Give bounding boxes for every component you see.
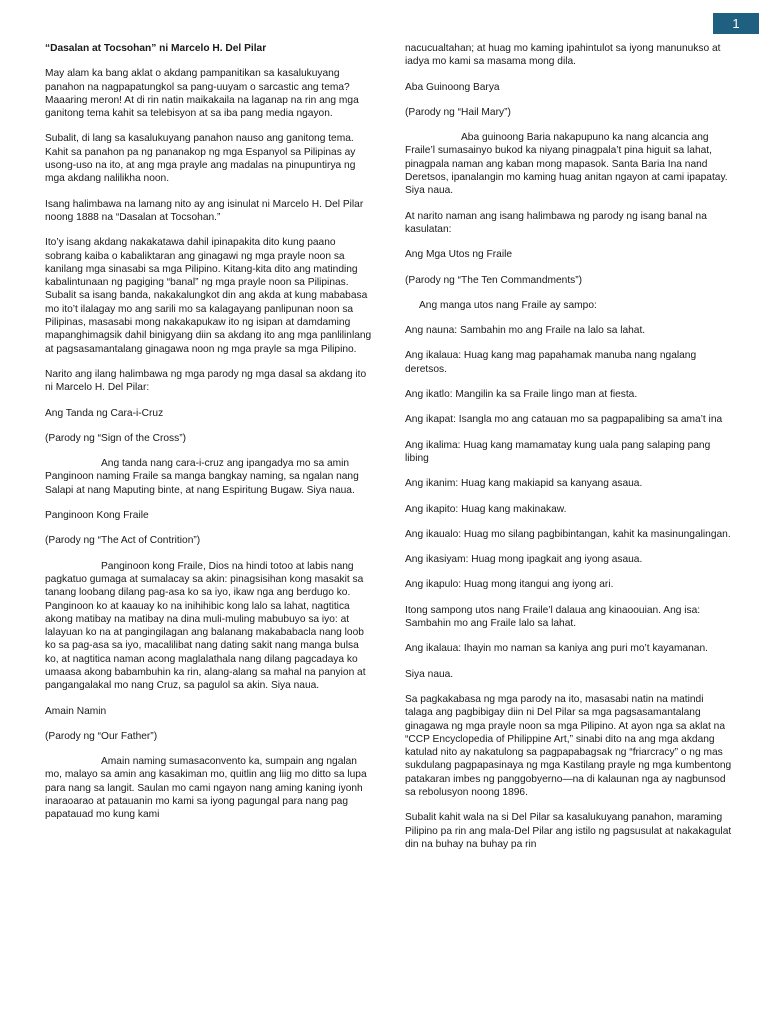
right-column: [405, 42, 733, 863]
paragraph: (Parody ng “Sign of the Cross”): [45, 432, 186, 444]
paragraph: Ang ikapulo: Huag mong itangui ang iyong ari.: [405, 579, 614, 591]
paragraph: Narito ang ilang halimbawa ng mga parody ng mga dasal sa akdang ito ni Marcelo H. Del Pilar:: [45, 368, 367, 394]
paragraph: Ang nauna: Sambahin mo ang Fraile na lalo sa lahat.: [405, 325, 646, 337]
paragraph: Ang ikalaua: Huag kang mag papahamak manuba nang ngalang deretsos.: [405, 350, 697, 375]
paragraph: Aba guinoong Baria nakapupuno ka nang alcancia ang Fraile’l sumasainyo bukod ka niyang pinagpala’t pina higuit sa lahat, pinagpala naman ang kaban mong mapasok. Santa Baria Ina nand Deretsos, ipanalangin mo kaming huag anitan ngayon at cami ipapatay. Siya naua.: [405, 132, 728, 197]
paragraph: Ang manga utos nang Fraile ay sampo:: [419, 299, 597, 311]
paragraph: Panginoon Kong Fraile: [45, 510, 149, 522]
paragraph: Panginoon kong Fraile, Dios na hindi totoo at labis nang pagkatuo gumaga at sumalacay sa akin: pinagsisihan kong masakit sa tanang loobang dilang pag-asa ko sa iyo, ikaw nga ang berdugo ko. Panginoon ko at kaauay ko na inihihibic kong lalo sa lahat, nagtitica akong matibay na matibay na dina muli-muling mabubuyo sa iyo: at lalayuan ko na at pangingilagan ang balanang makababacla nang loob ko sa pag-asa sa iyo, macalilibat nang dating sakit nang manga bulsa ko, at nagtitica naman acong maglalathala nang dilang pagcadaya ko umaasa akong babambuhin ka rin, alang-alang sa mahal na panyion at pangangalakal mo nang Cruz, sa pagulol sa akin. Siya naua.: [45, 560, 366, 692]
paragraph: Ang ikaualo: Huag mo silang pagbibintangan, kahit ka masinungalingan.: [405, 528, 731, 540]
paragraph: Isang halimbawa na lamang nito ay ang isinulat ni Marcelo H. Del Pilar noong 1888 na “Dasalan at Tocsohan.”: [45, 198, 364, 223]
paragraph: (Parody ng “The Ten Commandments”): [405, 274, 583, 286]
paragraph: Ang ikatlo: Mangilin ka sa Fraile lingo man at fiesta.: [405, 389, 638, 401]
paragraph: Ang tanda nang cara-i-cruz ang ipangadya mo sa amin Panginoon naming Fraile sa manga bangkay naming, sa ngalan nang Salapi at nang Maputing binte, at nang Espiritung Bugaw. Siya naua.: [45, 458, 359, 496]
paragraph: Amain naming sumasaconvento ka, sumpain ang ngalan mo, malayo sa amin ang kasakiman mo, quitlin ang liig mo ditto sa lupa para nang sa langit. Saulan mo cami ngayon nang aming kaning iyonh inaraoarao at patauanin mo kami sa iyong pagungal para nang pag papatauad mo kung kami: [45, 756, 367, 821]
paragraph: Ang ikalima: Huag kang mamamatay kung uala pang salaping pang libing: [405, 439, 711, 464]
paragraph: Subalit, di lang sa kasalukuyang panahon nauso ang ganitong tema. Kahit sa panahon pa ng pananakop ng mga Espanyol sa Pilipinas ay usong-uso na ito, at ang mga prayle ang madalas na pinupuntirya ng mga akdang nalilikha noon.: [45, 133, 356, 185]
paragraph: Aba Guinoong Barya: [405, 81, 500, 93]
paragraph: Ang Mga Utos ng Fraile: [405, 249, 513, 261]
paragraph: Siya naua.: [405, 668, 454, 680]
paragraph: (Parody ng “Our Father”): [45, 730, 158, 742]
paragraph: Itong sampong utos nang Fraile’l dalaua ang kinaoouian. Ang isa: Sambahin mo ang Fraile lalo sa lahat.: [405, 604, 701, 630]
paragraph: (Parody ng “The Act of Contrition”): [45, 535, 201, 547]
paragraph: Ang Tanda ng Cara-i-Cruz: [45, 407, 164, 419]
article-title: “Dasalan at Tocsohan” ni Marcelo H. Del Pilar: [45, 43, 267, 54]
paragraph: Ang ikasiyam: Huag mong ipagkait ang iyong asaua.: [405, 554, 643, 566]
paragraph: Ito’y isang akdang nakakatawa dahil ipinapakita dito kung paano sobrang kaiba o kabaliktaran ang ginagawi ng mga prayle noon sa kanilang mga sinasabi sa mga Pilipino. Kitang-kita dito ang matinding kabalintunaan ng pagiging “banal” ng mga prayle noon sa Pilipinas. Subalit sa isang banda, nakakalungkot din ang akda at kung mababasa mo ito’t ilalagay mo ang sarili mo sa kalagayang panlipunan noon sa Pilipinas, masasabi mong nakakapukaw ito ng isipan at damdaming mapanghimagsik dahil binigyang diin sa akdang ito ang mga panlilinlang at pagsasamantalang ginagawa noon ng mga prayle sa mga Pilipino.: [45, 237, 372, 355]
left-column: [45, 42, 373, 834]
page-number-badge: 1: [713, 13, 759, 34]
paragraph: Sa pagkakabasa ng mga parody na ito, masasabi natin na matindi talaga ang pagbibigay diin ni Del Pilar sa mga pagsasamantalang ginagawa ng mga prayle noon sa mga Pilipino. At ayon nga sa aklat na “CCP Encyclopedia of Philippine Art,” sinabi dito na ang mga akdang katulad nito ay nakatulong sa pagpapabagsak ng “friarcracy” o ng mas sukdulang pagpapasinaya ng mga Kastilang prayle ng mga kumbentong patakaran imbes ng panggobyerno—na di kalaunan nga ay nagbunsod sa rebolusyon noong 1896.: [405, 693, 732, 798]
paragraph: Ang ikanim: Huag kang makiapid sa kanyang asaua.: [405, 478, 643, 490]
paragraph: At narito naman ang isang halimbawa ng parody ng isang banal na kasulatan:: [405, 210, 707, 235]
paragraph: May alam ka bang aklat o akdang pampanitikan sa kasalukuyang panahon na nagpapatungkol sa pang-uuyam o sarcastic ang tema? Maaaring meron! At di rin natin maikakaila na laganap na rin ang mga ganitong tema kahit sa telebisyon at sa iba pang media ngayon.: [45, 68, 359, 120]
paragraph: Ang ikalaua: Ihayin mo naman sa kaniya ang puri mo’t kayamanan.: [405, 643, 708, 655]
paragraph: (Parody ng “Hail Mary”): [405, 106, 511, 118]
paragraph: nacucualtahan; at huag mo kaming ipahintulot sa iyong manunukso at iadya mo kami sa masama mong dila.: [405, 43, 721, 68]
paragraph: Ang ikapat: Isangla mo ang catauan mo sa pagpapalibing sa ama’t ina: [405, 414, 723, 426]
paragraph: Subalit kahit wala na si Del Pilar sa kasalukuyang panahon, maraming Pilipino pa rin ang mala-Del Pilar ang istilo ng pagsusulat at nakakagulat din na buhay na buhay pa rin: [405, 812, 732, 850]
paragraph: Ang ikapito: Huag kang makinakaw.: [405, 503, 567, 515]
paragraph: Amain Namin: [45, 705, 107, 717]
